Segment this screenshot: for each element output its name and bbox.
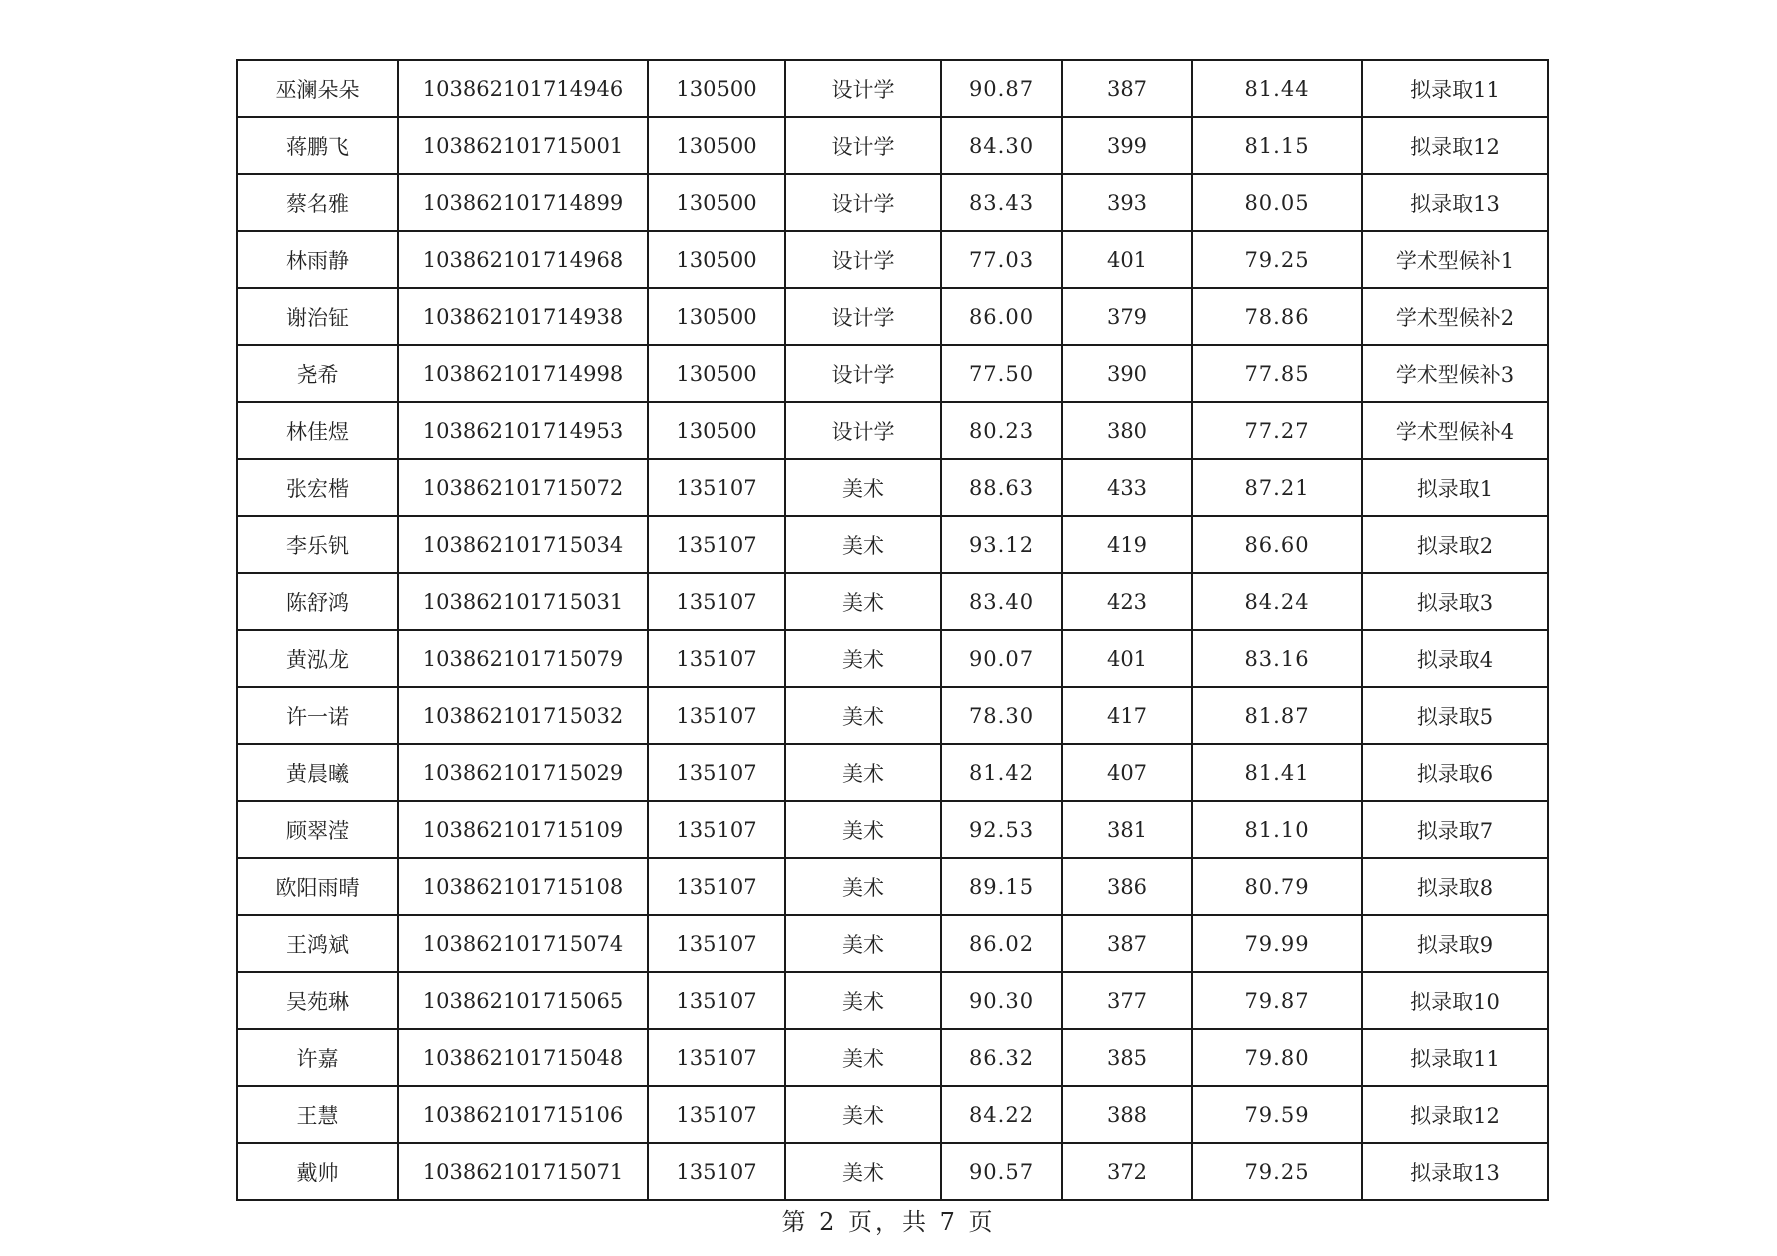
table-row xyxy=(237,288,1548,345)
candidate-name-cell: 顾翠滢 xyxy=(237,801,398,858)
major-name-cell: 设计学 xyxy=(785,345,941,402)
candidate-name-cell: 黄晨曦 xyxy=(237,744,398,801)
major-code-cell: 130500 xyxy=(648,231,785,288)
interview-score-cell: 86.00 xyxy=(941,288,1062,345)
interview-score-cell: 80.23 xyxy=(941,402,1062,459)
exam-id-cell: 103862101715072 xyxy=(398,459,648,516)
table-row xyxy=(237,516,1548,573)
major-code-cell: 130500 xyxy=(648,60,785,117)
total-score-cell: 77.27 xyxy=(1192,402,1362,459)
candidate-name-cell: 戴帅 xyxy=(237,1143,398,1200)
admission-status-cell: 拟录取6 xyxy=(1362,744,1548,801)
major-code-cell: 135107 xyxy=(648,801,785,858)
admission-status-cell: 学术型候补2 xyxy=(1362,288,1548,345)
exam-id-cell: 103862101714938 xyxy=(398,288,648,345)
total-score-cell: 79.25 xyxy=(1192,231,1362,288)
major-code-cell: 135107 xyxy=(648,630,785,687)
written-score-cell: 387 xyxy=(1062,915,1192,972)
admission-status-cell: 拟录取7 xyxy=(1362,801,1548,858)
total-score-cell: 79.87 xyxy=(1192,972,1362,1029)
candidate-name-cell: 林雨静 xyxy=(237,231,398,288)
major-name-cell: 美术 xyxy=(785,801,941,858)
admission-results-table xyxy=(236,59,1549,1201)
exam-id-cell: 103862101715109 xyxy=(398,801,648,858)
table-row xyxy=(237,117,1548,174)
table-row xyxy=(237,744,1548,801)
exam-id-cell: 103862101714968 xyxy=(398,231,648,288)
admission-status-cell: 拟录取9 xyxy=(1362,915,1548,972)
total-score-cell: 83.16 xyxy=(1192,630,1362,687)
total-score-cell: 79.99 xyxy=(1192,915,1362,972)
table-row xyxy=(237,630,1548,687)
candidate-name-cell: 巫澜朵朵 xyxy=(237,60,398,117)
table-row xyxy=(237,345,1548,402)
candidate-name-cell: 王鸿斌 xyxy=(237,915,398,972)
admission-status-cell: 拟录取4 xyxy=(1362,630,1548,687)
written-score-cell: 385 xyxy=(1062,1029,1192,1086)
admission-status-cell: 拟录取3 xyxy=(1362,573,1548,630)
major-name-cell: 设计学 xyxy=(785,174,941,231)
candidate-name-cell: 李乐钒 xyxy=(237,516,398,573)
major-name-cell: 美术 xyxy=(785,1143,941,1200)
total-score-cell: 87.21 xyxy=(1192,459,1362,516)
written-score-cell: 380 xyxy=(1062,402,1192,459)
exam-id-cell: 103862101715065 xyxy=(398,972,648,1029)
interview-score-cell: 77.03 xyxy=(941,231,1062,288)
exam-id-cell: 103862101715079 xyxy=(398,630,648,687)
written-score-cell: 379 xyxy=(1062,288,1192,345)
written-score-cell: 399 xyxy=(1062,117,1192,174)
major-code-cell: 130500 xyxy=(648,174,785,231)
total-score-cell: 81.15 xyxy=(1192,117,1362,174)
exam-id-cell: 103862101715034 xyxy=(398,516,648,573)
interview-score-cell: 90.30 xyxy=(941,972,1062,1029)
candidate-name-cell: 吴苑琳 xyxy=(237,972,398,1029)
interview-score-cell: 92.53 xyxy=(941,801,1062,858)
table-row xyxy=(237,1086,1548,1143)
written-score-cell: 381 xyxy=(1062,801,1192,858)
table-row xyxy=(237,60,1548,117)
interview-score-cell: 83.40 xyxy=(941,573,1062,630)
admission-status-cell: 拟录取12 xyxy=(1362,117,1548,174)
page-number-footer: 第 2 页，共 7 页 xyxy=(781,1208,996,1236)
table-row xyxy=(237,573,1548,630)
major-name-cell: 美术 xyxy=(785,972,941,1029)
exam-id-cell: 103862101715029 xyxy=(398,744,648,801)
interview-score-cell: 88.63 xyxy=(941,459,1062,516)
table-row xyxy=(237,858,1548,915)
admission-status-cell: 拟录取2 xyxy=(1362,516,1548,573)
written-score-cell: 390 xyxy=(1062,345,1192,402)
admission-status-cell: 拟录取5 xyxy=(1362,687,1548,744)
major-name-cell: 美术 xyxy=(785,516,941,573)
interview-score-cell: 84.22 xyxy=(941,1086,1062,1143)
major-code-cell: 135107 xyxy=(648,459,785,516)
exam-id-cell: 103862101714998 xyxy=(398,345,648,402)
major-code-cell: 135107 xyxy=(648,1029,785,1086)
interview-score-cell: 81.42 xyxy=(941,744,1062,801)
major-code-cell: 130500 xyxy=(648,288,785,345)
major-code-cell: 130500 xyxy=(648,402,785,459)
exam-id-cell: 103862101715032 xyxy=(398,687,648,744)
major-code-cell: 135107 xyxy=(648,858,785,915)
total-score-cell: 79.25 xyxy=(1192,1143,1362,1200)
exam-id-cell: 103862101715074 xyxy=(398,915,648,972)
total-score-cell: 84.24 xyxy=(1192,573,1362,630)
admission-status-cell: 拟录取11 xyxy=(1362,60,1548,117)
table-row xyxy=(237,972,1548,1029)
exam-id-cell: 103862101715001 xyxy=(398,117,648,174)
total-score-cell: 81.44 xyxy=(1192,60,1362,117)
written-score-cell: 401 xyxy=(1062,630,1192,687)
candidate-name-cell: 黄泓龙 xyxy=(237,630,398,687)
interview-score-cell: 83.43 xyxy=(941,174,1062,231)
major-code-cell: 135107 xyxy=(648,915,785,972)
candidate-name-cell: 陈舒鸿 xyxy=(237,573,398,630)
candidate-name-cell: 欧阳雨晴 xyxy=(237,858,398,915)
major-name-cell: 美术 xyxy=(785,744,941,801)
total-score-cell: 81.10 xyxy=(1192,801,1362,858)
exam-id-cell: 103862101715048 xyxy=(398,1029,648,1086)
major-name-cell: 美术 xyxy=(785,573,941,630)
exam-id-cell: 103862101715106 xyxy=(398,1086,648,1143)
written-score-cell: 423 xyxy=(1062,573,1192,630)
interview-score-cell: 86.02 xyxy=(941,915,1062,972)
written-score-cell: 401 xyxy=(1062,231,1192,288)
table-row xyxy=(237,801,1548,858)
major-name-cell: 设计学 xyxy=(785,288,941,345)
interview-score-cell: 84.30 xyxy=(941,117,1062,174)
admission-status-cell: 拟录取10 xyxy=(1362,972,1548,1029)
interview-score-cell: 77.50 xyxy=(941,345,1062,402)
interview-score-cell: 93.12 xyxy=(941,516,1062,573)
total-score-cell: 81.87 xyxy=(1192,687,1362,744)
written-score-cell: 419 xyxy=(1062,516,1192,573)
candidate-name-cell: 林佳煜 xyxy=(237,402,398,459)
exam-id-cell: 103862101714953 xyxy=(398,402,648,459)
interview-score-cell: 90.07 xyxy=(941,630,1062,687)
candidate-name-cell: 蔡名雅 xyxy=(237,174,398,231)
table-row xyxy=(237,459,1548,516)
major-code-cell: 130500 xyxy=(648,345,785,402)
exam-id-cell: 103862101715071 xyxy=(398,1143,648,1200)
admission-status-cell: 学术型候补1 xyxy=(1362,231,1548,288)
candidate-name-cell: 王慧 xyxy=(237,1086,398,1143)
candidate-name-cell: 尧希 xyxy=(237,345,398,402)
total-score-cell: 77.85 xyxy=(1192,345,1362,402)
table-body xyxy=(237,60,1548,1200)
major-code-cell: 130500 xyxy=(648,117,785,174)
written-score-cell: 388 xyxy=(1062,1086,1192,1143)
major-code-cell: 135107 xyxy=(648,1086,785,1143)
total-score-cell: 78.86 xyxy=(1192,288,1362,345)
major-name-cell: 美术 xyxy=(785,915,941,972)
admission-status-cell: 拟录取13 xyxy=(1362,1143,1548,1200)
candidate-name-cell: 许一诺 xyxy=(237,687,398,744)
major-code-cell: 135107 xyxy=(648,687,785,744)
total-score-cell: 79.59 xyxy=(1192,1086,1362,1143)
exam-id-cell: 103862101714946 xyxy=(398,60,648,117)
table-row xyxy=(237,1143,1548,1200)
table-row xyxy=(237,231,1548,288)
interview-score-cell: 86.32 xyxy=(941,1029,1062,1086)
major-name-cell: 美术 xyxy=(785,1086,941,1143)
major-code-cell: 135107 xyxy=(648,972,785,1029)
total-score-cell: 81.41 xyxy=(1192,744,1362,801)
table-row xyxy=(237,687,1548,744)
interview-score-cell: 90.57 xyxy=(941,1143,1062,1200)
candidate-name-cell: 谢治钲 xyxy=(237,288,398,345)
admission-status-cell: 拟录取8 xyxy=(1362,858,1548,915)
major-code-cell: 135107 xyxy=(648,744,785,801)
written-score-cell: 386 xyxy=(1062,858,1192,915)
admission-status-cell: 拟录取11 xyxy=(1362,1029,1548,1086)
written-score-cell: 407 xyxy=(1062,744,1192,801)
major-name-cell: 美术 xyxy=(785,459,941,516)
interview-score-cell: 78.30 xyxy=(941,687,1062,744)
major-name-cell: 美术 xyxy=(785,687,941,744)
total-score-cell: 86.60 xyxy=(1192,516,1362,573)
major-code-cell: 135107 xyxy=(648,516,785,573)
admission-status-cell: 拟录取13 xyxy=(1362,174,1548,231)
major-name-cell: 设计学 xyxy=(785,117,941,174)
written-score-cell: 372 xyxy=(1062,1143,1192,1200)
major-code-cell: 135107 xyxy=(648,573,785,630)
candidate-name-cell: 许嘉 xyxy=(237,1029,398,1086)
major-name-cell: 美术 xyxy=(785,1029,941,1086)
major-code-cell: 135107 xyxy=(648,1143,785,1200)
interview-score-cell: 89.15 xyxy=(941,858,1062,915)
total-score-cell: 79.80 xyxy=(1192,1029,1362,1086)
total-score-cell: 80.05 xyxy=(1192,174,1362,231)
interview-score-cell: 90.87 xyxy=(941,60,1062,117)
table-row xyxy=(237,915,1548,972)
major-name-cell: 设计学 xyxy=(785,231,941,288)
admission-status-cell: 学术型候补4 xyxy=(1362,402,1548,459)
candidate-name-cell: 蒋鹏飞 xyxy=(237,117,398,174)
table-row xyxy=(237,174,1548,231)
written-score-cell: 393 xyxy=(1062,174,1192,231)
admission-status-cell: 拟录取12 xyxy=(1362,1086,1548,1143)
admission-status-cell: 拟录取1 xyxy=(1362,459,1548,516)
table-row xyxy=(237,402,1548,459)
major-name-cell: 美术 xyxy=(785,858,941,915)
major-name-cell: 设计学 xyxy=(785,60,941,117)
written-score-cell: 417 xyxy=(1062,687,1192,744)
candidate-name-cell: 张宏楷 xyxy=(237,459,398,516)
major-name-cell: 美术 xyxy=(785,630,941,687)
exam-id-cell: 103862101715108 xyxy=(398,858,648,915)
exam-id-cell: 103862101715031 xyxy=(398,573,648,630)
table-row xyxy=(237,1029,1548,1086)
written-score-cell: 433 xyxy=(1062,459,1192,516)
major-name-cell: 设计学 xyxy=(785,402,941,459)
total-score-cell: 80.79 xyxy=(1192,858,1362,915)
written-score-cell: 377 xyxy=(1062,972,1192,1029)
exam-id-cell: 103862101714899 xyxy=(398,174,648,231)
written-score-cell: 387 xyxy=(1062,60,1192,117)
admission-status-cell: 学术型候补3 xyxy=(1362,345,1548,402)
